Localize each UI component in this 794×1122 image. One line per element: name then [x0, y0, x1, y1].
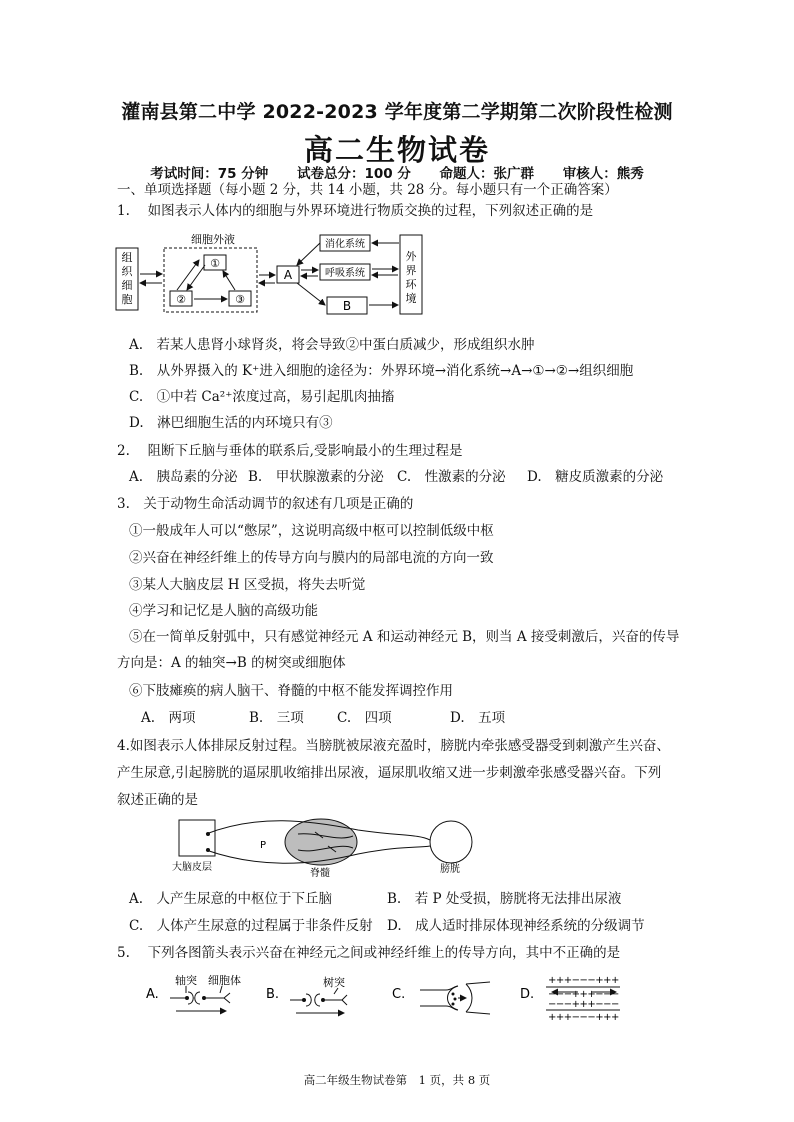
q5-d-charges-mid: −−−+++−−−	[548, 989, 619, 1000]
school-title: 灌南县第二中学 2022-2023 学年度第二学期第二次阶段性检测	[121, 101, 673, 123]
q3-item-5: ⑤在一简单反射弧中，只有感觉神经元 A 和运动神经元 B，则当 A 接受刺激后，兴奋的传导	[129, 629, 680, 645]
q3-option-c: C. 四项	[337, 710, 392, 726]
q5-d-charges-mid2: −−−+++−−−	[548, 999, 619, 1010]
b-label: B	[342, 299, 352, 313]
tissue-cell-label-3: 细	[121, 279, 133, 292]
author: 命题人：张广群	[439, 166, 535, 182]
q4-stem-3: 叙述正确的是	[117, 792, 198, 808]
a-label: A	[283, 268, 293, 282]
q3-item-6: ⑥下肢瘫痪的病人脑干、脊髓的中枢不能发挥调控作用	[129, 683, 453, 699]
q5-diagram	[140, 968, 660, 1020]
q3-option-a: A. 两项	[141, 710, 196, 726]
q4-option-a: A. 人产生尿意的中枢位于下丘脑	[129, 891, 333, 907]
tissue-cell-label-1: 组	[121, 251, 133, 264]
q1-option-b: B. 从外界摄入的 K⁺进入细胞的途径为：外界环境→消化系统→A→①→②→组织细胞	[129, 363, 634, 379]
q5-label-d: D.	[520, 987, 535, 1002]
q3-item-2: ②兴奋在神经纤维上的传导方向与膜内的局部电流的方向一致	[129, 550, 494, 566]
respiratory-label: 呼吸系统	[325, 268, 365, 279]
exam-meta	[0, 162, 794, 182]
bladder-circle	[430, 821, 472, 863]
q1-diagram	[115, 228, 435, 320]
page-footer: 高二年级生物试卷第 1 页，共 8 页	[303, 1073, 491, 1087]
q1-option-c: C. ①中若 Ca²⁺浓度过高，易引起肌肉抽搐	[129, 389, 395, 405]
q5-label-b: B.	[266, 987, 280, 1002]
q4-option-d: D. 成人适时排尿体现神经系统的分级调节	[387, 918, 645, 934]
fluid-1-label: ①	[210, 257, 220, 270]
section-heading: 一、单项选择题（每小题 2 分，共 14 小题，共 28 分。每小题只有一个正确答案）	[117, 182, 618, 198]
q4-option-c: C. 人体产生尿意的过程属于非条件反射	[129, 918, 373, 934]
spinal-ellipse	[285, 819, 357, 865]
q5-d-charges-bottom: +++−−−+++	[548, 1012, 619, 1020]
q5-label-a: A.	[146, 987, 159, 1002]
q4-option-b: B. 若 P 处受损，膀胱将无法排出尿液	[387, 891, 622, 907]
tissue-cell-label-4: 胞	[121, 293, 133, 306]
q4-diagram	[168, 812, 488, 878]
extracellular-label: 细胞外液	[191, 233, 235, 246]
q3-option-d: D. 五项	[450, 710, 506, 726]
exam-title: 高二生物试卷	[303, 133, 490, 167]
q3-item-1: ①一般成年人可以“憋尿”，这说明高级中枢可以控制低级中枢	[129, 523, 494, 539]
tissue-cell-label-2: 织	[121, 265, 133, 278]
total-score: 试卷总分：100 分	[296, 166, 411, 182]
fluid-3-label: ③	[235, 293, 245, 306]
q2-option-d: D. 糖皮质激素的分泌	[527, 469, 664, 485]
q5-a-soma: 细胞体	[208, 974, 241, 987]
q2-option-c: C. 性激素的分泌	[397, 469, 506, 485]
q3-item-3: ③某人大脑皮层 H 区受损，将失去听觉	[129, 577, 366, 593]
q4-stem-1: 4.如图表示人体排尿反射过程。当膀胱被尿液充盈时，膀胱内牵张感受器受到刺激产生兴奋、	[117, 738, 670, 754]
q3-item-4: ④学习和记忆是人脑的高级功能	[129, 603, 318, 619]
fluid-2-label: ②	[176, 293, 186, 306]
q1-stem: 1. 如图表示人体内的细胞与外界环境进行物质交换的过程，下列叙述正确的是	[117, 203, 594, 219]
q3-option-b: B. 三项	[249, 710, 304, 726]
q1-option-a: A. 若某人患肾小球肾炎，将会导致②中蛋白质减少，形成组织水肿	[129, 337, 535, 353]
q4-stem-2: 产生尿意,引起膀胱的逼尿肌收缩排出尿液，逼尿肌收缩又进一步刺激牵张感受器兴奋。下列	[117, 765, 662, 781]
q5-label-c: C.	[392, 987, 406, 1002]
cortex-label: 大脑皮层	[172, 862, 212, 873]
q5-b-dendrite: 树突	[323, 976, 345, 989]
q3-stem: 3. 关于动物生命活动调节的叙述有几项是正确的	[117, 496, 414, 512]
outside-label-2: 界	[405, 264, 417, 277]
q3-item-5-cont: 方向是：A 的轴突→B 的树突或细胞体	[117, 655, 346, 671]
reviewer: 审核人：熊秀	[562, 166, 644, 182]
q5-d-charges-top: +++−−−+++	[548, 975, 619, 986]
q5-stem: 5. 下列各图箭头表示兴奋在神经元之间或神经纤维上的传导方向，其中不正确的是	[117, 945, 621, 961]
outside-label-4: 境	[405, 292, 417, 305]
spinal-label: 脊髓	[310, 868, 330, 878]
digestive-label: 消化系统	[325, 239, 365, 250]
p-label: P	[260, 840, 267, 851]
q1-option-d: D. 淋巴细胞生活的内环境只有③	[129, 415, 333, 431]
outside-label-1: 外	[405, 250, 417, 263]
q2-stem: 2. 阻断下丘脑与垂体的联系后,受影响最小的生理过程是	[117, 443, 463, 459]
q2-option-a: A. 胰岛素的分泌	[129, 469, 238, 485]
outside-label-3: 环	[405, 278, 417, 291]
exam-time: 考试时间：75 分钟	[150, 166, 269, 182]
q2-option-b: B. 甲状腺激素的分泌	[248, 469, 384, 485]
q5-a-axon: 轴突	[175, 974, 197, 987]
bladder-label: 膀胱	[440, 864, 460, 875]
